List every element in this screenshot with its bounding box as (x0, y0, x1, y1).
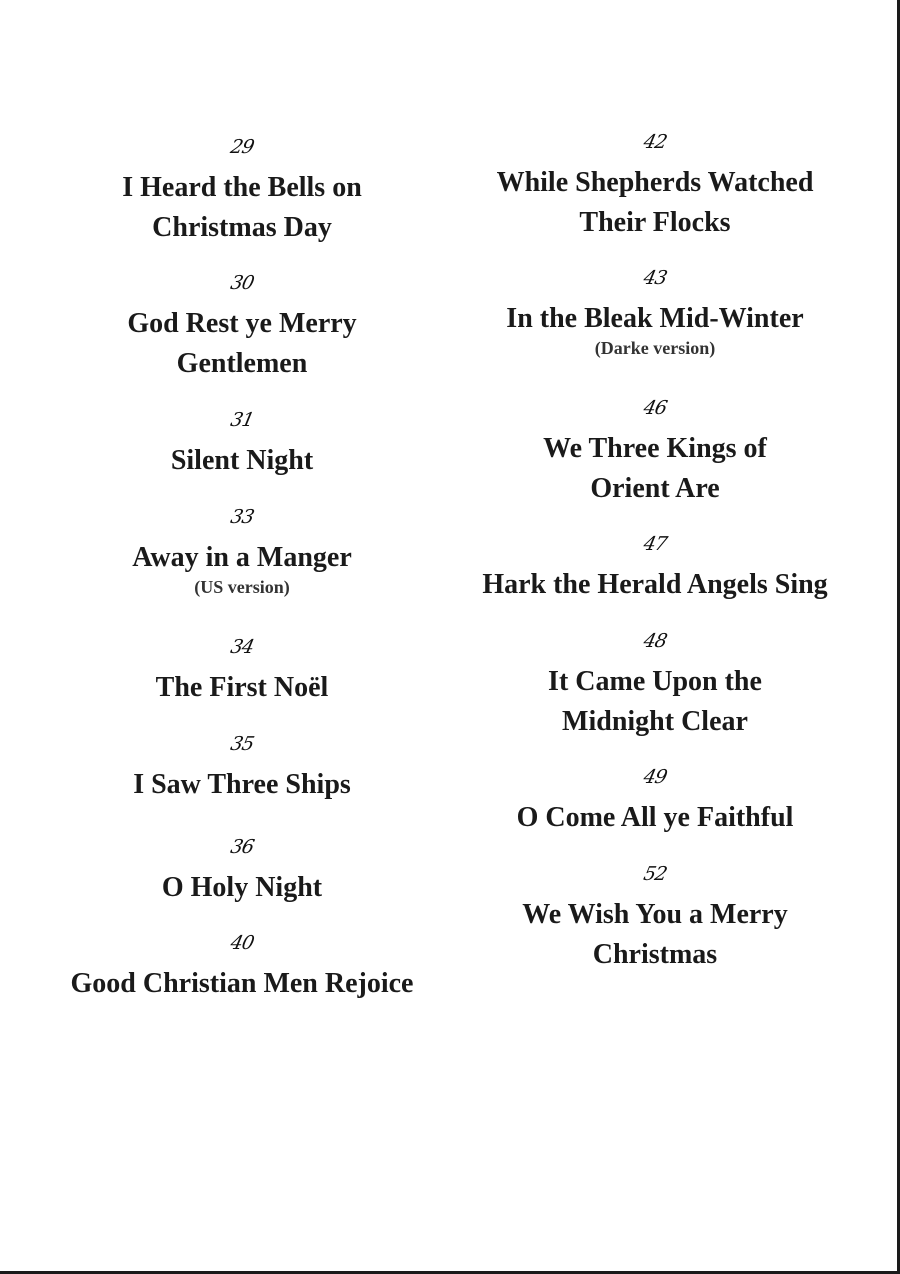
version-note: (US version) (194, 577, 290, 597)
page-number: 34 (228, 636, 256, 658)
version-note: (Darke version) (594, 338, 716, 358)
song-title: I Heard the Bells on Christmas Day (122, 172, 362, 243)
song-entry (42, 136, 442, 248)
page-number: 35 (228, 733, 256, 755)
song-title: O Holy Night (161, 872, 323, 903)
page-number: 46 (641, 397, 669, 419)
song-entry (455, 533, 855, 605)
song-title: We Wish You a Merry Christmas (522, 899, 788, 970)
song-entry (42, 506, 442, 598)
song-entry (42, 733, 442, 805)
song-entry (42, 636, 442, 708)
page-number: 40 (228, 932, 256, 954)
page-number: 36 (228, 836, 256, 858)
song-title: Silent Night (170, 445, 314, 476)
song-title: God Rest ye Merry Gentlemen (127, 308, 357, 379)
song-title: It Came Upon the Midnight Clear (548, 666, 762, 737)
song-title: I Saw Three Ships (133, 769, 351, 800)
song-title: While Shepherds Watched Their Flocks (496, 167, 814, 238)
song-entry (455, 131, 855, 243)
song-entry (42, 932, 442, 1004)
page-number: 33 (228, 506, 256, 528)
song-title: O Come All ye Faithful (516, 802, 794, 833)
song-entry (455, 630, 855, 742)
page-number: 30 (228, 272, 256, 294)
page-number: 48 (641, 630, 669, 652)
song-entry (42, 836, 442, 908)
page-number: 49 (641, 766, 669, 788)
song-entry (455, 766, 855, 838)
song-title: Good Christian Men Rejoice (70, 968, 414, 999)
song-title: Hark the Herald Angels Sing (482, 569, 828, 600)
page-number: 29 (228, 136, 256, 158)
song-entry (42, 272, 442, 384)
page-number: 52 (641, 863, 669, 885)
song-entry (455, 863, 855, 975)
page-number: 43 (641, 267, 669, 289)
song-title: We Three Kings of Orient Are (543, 433, 767, 504)
song-title: Away in a Manger (132, 542, 352, 573)
song-entry (455, 267, 855, 359)
page-number: 31 (228, 409, 256, 431)
song-entry (42, 409, 442, 481)
song-title: In the Bleak Mid-Winter (506, 303, 804, 334)
song-entry (455, 397, 855, 509)
page-number: 47 (641, 533, 669, 555)
page-number: 42 (641, 131, 669, 153)
song-title: The First Noël (155, 672, 329, 703)
